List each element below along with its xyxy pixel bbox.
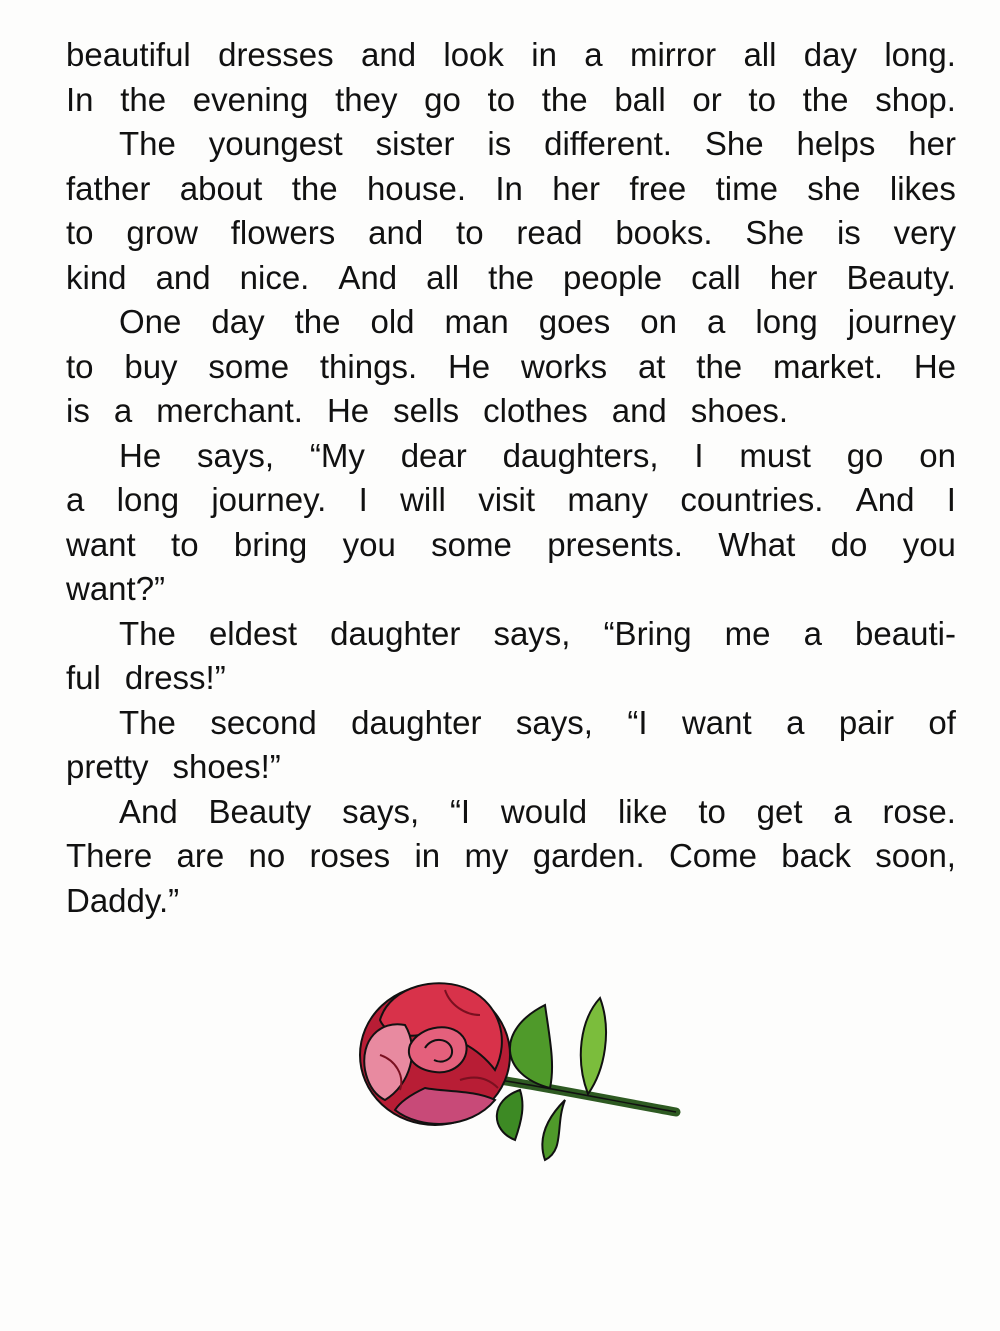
word: soon, bbox=[875, 837, 956, 874]
word: books. bbox=[615, 214, 713, 251]
word: dress!” bbox=[124, 659, 226, 696]
text-line bbox=[66, 701, 956, 746]
word: He bbox=[326, 392, 370, 429]
word: clothes bbox=[483, 392, 588, 429]
word: many bbox=[567, 481, 649, 518]
word: pretty bbox=[66, 748, 149, 785]
text-line bbox=[66, 612, 956, 657]
word: you bbox=[902, 525, 956, 563]
word: day bbox=[803, 36, 858, 73]
word: goes bbox=[538, 303, 611, 340]
text-line bbox=[66, 745, 956, 790]
word: Come bbox=[668, 837, 757, 874]
word: want?” bbox=[66, 570, 166, 607]
word: dresses bbox=[218, 36, 334, 73]
word: In bbox=[66, 80, 94, 118]
word: I bbox=[946, 481, 956, 518]
text-line bbox=[66, 478, 956, 523]
word: in bbox=[531, 36, 557, 73]
word: What bbox=[718, 525, 796, 563]
word: garden. bbox=[532, 837, 645, 874]
text-line bbox=[66, 434, 956, 479]
word: the bbox=[541, 80, 588, 118]
word: free bbox=[629, 169, 687, 207]
text-line bbox=[66, 389, 956, 434]
story-text bbox=[66, 33, 956, 923]
word: father bbox=[66, 169, 151, 207]
word: shoes!” bbox=[172, 748, 281, 785]
word: the bbox=[802, 80, 849, 118]
word: house. bbox=[366, 169, 467, 207]
word: things. bbox=[319, 347, 418, 385]
word: I bbox=[694, 436, 704, 474]
word: people bbox=[563, 258, 663, 296]
word: want bbox=[66, 525, 136, 563]
word: “I bbox=[627, 703, 648, 741]
word: are bbox=[176, 837, 225, 874]
word: the bbox=[291, 169, 338, 207]
word: no bbox=[248, 837, 286, 874]
word: The bbox=[119, 614, 176, 652]
word: says, bbox=[197, 436, 275, 474]
text-line bbox=[66, 345, 956, 390]
word: sister bbox=[375, 125, 455, 162]
word: flowers bbox=[230, 214, 336, 251]
word: helps bbox=[796, 125, 876, 162]
word: roses bbox=[309, 837, 391, 874]
word: journey bbox=[847, 303, 956, 340]
word: long bbox=[755, 303, 818, 340]
word: presents. bbox=[547, 525, 683, 563]
word: a bbox=[113, 392, 133, 429]
word: to bbox=[698, 792, 726, 830]
word: eldest bbox=[208, 614, 298, 652]
word: long. bbox=[884, 36, 956, 73]
word: Daddy.” bbox=[66, 881, 180, 919]
text-line bbox=[66, 879, 956, 924]
word: man bbox=[444, 303, 509, 340]
word: dear bbox=[400, 436, 467, 474]
word: There bbox=[66, 837, 153, 874]
word: would bbox=[500, 792, 588, 830]
word: and bbox=[611, 392, 667, 429]
text-line bbox=[66, 33, 956, 78]
word: The bbox=[119, 125, 176, 162]
word: “My bbox=[309, 436, 365, 474]
word: is bbox=[487, 125, 512, 162]
word: likes bbox=[889, 169, 956, 207]
text-line bbox=[66, 122, 956, 167]
word: do bbox=[830, 525, 868, 563]
word: a bbox=[66, 481, 85, 518]
word: her bbox=[769, 258, 818, 296]
word: daughter bbox=[330, 614, 461, 652]
word: very bbox=[893, 214, 956, 251]
word: to bbox=[66, 214, 94, 251]
text-line bbox=[66, 790, 956, 835]
word: The bbox=[119, 703, 176, 741]
word: mirror bbox=[629, 36, 717, 73]
text-line bbox=[66, 167, 956, 212]
word: they bbox=[335, 80, 398, 118]
word: countries. bbox=[680, 481, 824, 518]
word: And bbox=[855, 481, 915, 518]
word: Beauty bbox=[208, 792, 312, 830]
word: ball bbox=[614, 80, 666, 118]
word: her bbox=[908, 125, 956, 162]
word: He bbox=[119, 436, 162, 474]
rose-illustration bbox=[350, 960, 690, 1170]
word: a bbox=[707, 303, 726, 340]
word: the bbox=[488, 258, 535, 296]
word: nice. bbox=[239, 258, 310, 296]
word: One bbox=[119, 303, 182, 340]
word: beauti- bbox=[855, 614, 956, 652]
word: market. bbox=[772, 347, 883, 385]
word: daughter bbox=[351, 703, 482, 741]
text-line bbox=[66, 523, 956, 568]
word: She bbox=[745, 214, 805, 251]
word: the bbox=[120, 80, 167, 118]
rose-icon bbox=[350, 960, 690, 1170]
word: go bbox=[846, 436, 884, 474]
word: long bbox=[116, 481, 180, 518]
word: sells bbox=[393, 392, 460, 429]
word: a bbox=[584, 36, 603, 73]
word: “I bbox=[449, 792, 471, 830]
word: and bbox=[360, 36, 417, 73]
word: He bbox=[913, 347, 956, 385]
word: all bbox=[426, 258, 460, 296]
word: the bbox=[696, 347, 743, 385]
word: look bbox=[443, 36, 504, 73]
word: of bbox=[928, 703, 956, 741]
word: some bbox=[431, 525, 512, 563]
word: you bbox=[342, 525, 396, 563]
word: He bbox=[447, 347, 491, 385]
word: want bbox=[681, 703, 752, 741]
word: the bbox=[294, 303, 341, 340]
word: shop. bbox=[875, 80, 956, 118]
word: daughters, bbox=[502, 436, 659, 474]
word: to bbox=[66, 347, 94, 385]
text-line bbox=[66, 78, 956, 123]
word: get bbox=[756, 792, 803, 830]
text-line bbox=[66, 656, 956, 701]
word: is bbox=[836, 214, 861, 251]
word: says, bbox=[493, 614, 571, 652]
word: read bbox=[516, 214, 583, 251]
word: In bbox=[495, 169, 523, 207]
word: and bbox=[368, 214, 424, 251]
word: youngest bbox=[208, 125, 343, 162]
word: must bbox=[739, 436, 811, 474]
word: all bbox=[743, 36, 777, 73]
word: about bbox=[179, 169, 263, 207]
word: different. bbox=[544, 125, 672, 162]
word: in bbox=[414, 837, 441, 874]
word: beautiful bbox=[66, 36, 191, 73]
word: visit bbox=[478, 481, 536, 518]
word: shoes. bbox=[690, 392, 789, 429]
word: go bbox=[424, 80, 461, 118]
text-line bbox=[66, 567, 956, 612]
word: ful bbox=[66, 659, 101, 696]
word: a bbox=[786, 703, 805, 741]
word: I bbox=[358, 481, 368, 518]
word: buy bbox=[124, 347, 178, 385]
word: on bbox=[640, 303, 677, 340]
word: Beauty. bbox=[846, 258, 956, 296]
text-line bbox=[66, 256, 956, 301]
word: a bbox=[833, 792, 852, 830]
word: to bbox=[456, 214, 484, 251]
word: journey. bbox=[211, 481, 327, 518]
word: my bbox=[464, 837, 509, 874]
word: and bbox=[155, 258, 211, 296]
word: is bbox=[66, 392, 90, 429]
text-line bbox=[66, 211, 956, 256]
word: or bbox=[692, 80, 722, 118]
text-line bbox=[66, 300, 956, 345]
word: a bbox=[803, 614, 822, 652]
word: at bbox=[637, 347, 666, 385]
word: me bbox=[724, 614, 771, 652]
word: She bbox=[704, 125, 764, 162]
word: on bbox=[919, 436, 956, 474]
text-line bbox=[66, 834, 956, 879]
word: back bbox=[781, 837, 851, 874]
word: day bbox=[211, 303, 265, 340]
word: time bbox=[715, 169, 778, 207]
word: like bbox=[617, 792, 668, 830]
word: kind bbox=[66, 258, 127, 296]
word: bring bbox=[233, 525, 308, 563]
word: to bbox=[487, 80, 516, 118]
word: second bbox=[210, 703, 317, 741]
word: some bbox=[208, 347, 290, 385]
word: works bbox=[520, 347, 608, 385]
word: says, bbox=[342, 792, 420, 830]
word: And bbox=[338, 258, 398, 296]
word: to bbox=[171, 525, 199, 563]
word: And bbox=[119, 792, 178, 830]
word: she bbox=[807, 169, 861, 207]
word: old bbox=[370, 303, 415, 340]
word: to bbox=[748, 80, 776, 118]
word: merchant. bbox=[156, 392, 303, 429]
word: evening bbox=[192, 80, 309, 118]
word: call bbox=[691, 258, 741, 296]
word: says, bbox=[515, 703, 593, 741]
word: rose. bbox=[882, 792, 956, 830]
word: her bbox=[552, 169, 600, 207]
word: will bbox=[400, 481, 446, 518]
word: grow bbox=[126, 214, 198, 251]
word: “Bring bbox=[603, 614, 692, 652]
word: pair bbox=[838, 703, 894, 741]
